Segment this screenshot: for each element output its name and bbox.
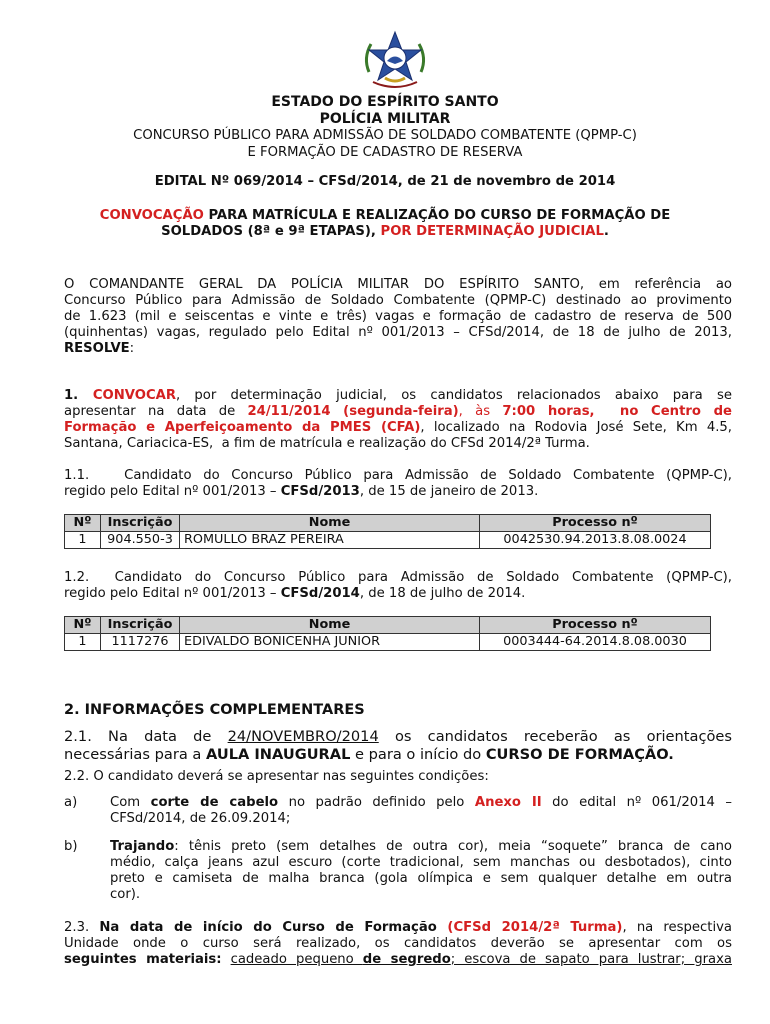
sub11-line2-a: regido pelo Edital nº 001/2013 – [64,484,281,499]
item-b-line3: preto e camiseta de malha branca (gola olímpica e sem qualquer detalhe em outra [110,871,732,886]
annex-ii: Anexo II [474,795,542,810]
section-1-line3-rest: , localizado na Rodovia José Sete, Km 4.5, [420,420,732,435]
edital-number: EDITAL Nº 069/2014 – CFSd/2014, de 21 de novembro de 2014 [154,174,616,189]
table-header-row [65,515,711,532]
subsection-1-2 [64,570,732,602]
presentation-date: 24/11/2014 (segunda-feira) [247,404,459,419]
materials-secret: de segredo [362,952,451,967]
item-b-line2: médio, calça jeans azul escuro (corte tradicional, sem manchas ou desbotados), cinto [110,855,732,870]
item-a-2: no padrão definido pelo [278,795,475,810]
cell-registration: 1117276 [101,634,180,651]
table-row [65,532,711,549]
section-2-title: 2. INFORMAÇÕES COMPLEMENTARES [64,702,365,718]
cell-registration: 904.550-3 [101,532,180,549]
candidates-table-2 [64,616,711,651]
convocation-title-stages: SOLDADOS (8ª e 9ª ETAPAS), [161,224,381,239]
curso-de-formacao: CURSO DE FORMAÇÃO. [485,746,674,763]
header-state: ESTADO DO ESPÍRITO SANTO [271,94,499,110]
judicial-determination: POR DETERMINAÇÃO JUDICIAL [380,224,604,239]
cell-name: EDIVALDO BONICENHA JUNIOR [180,634,480,651]
convocation-title-end: . [603,224,609,239]
subsection-1-1-line1: 1.1. Candidato do Concurso Público para Admissão de Soldado Combatente (QPMP-C), [64,468,732,483]
section-1-line2-c: no Centro de [594,404,733,419]
section-1-line3 [64,420,732,436]
paragraph-2-1-line2 [64,746,732,764]
presentation-time: 7:00 horas, [502,404,595,419]
section-1-line4: Santana, Cariacica-ES, a fim de matrícula e realização do CFSd 2014/2ª Turma. [64,436,590,451]
haircut: corte de cabelo [150,795,279,810]
convocation-title-rest: PARA MATRÍCULA E REALIZAÇÃO DO CURSO DE FORMAÇÃO DE [203,208,671,223]
candidates-table-1 [64,514,711,549]
resolve-word: RESOLVE [64,341,130,356]
cell-number: 1 [65,634,101,651]
convocar-word: CONVOCAR [92,388,176,403]
paragraph-2-3-line2: Unidade onde o curso será realizado, os candidatos deverão se apresentar com os [64,936,732,951]
subsection-1-1-line2 [64,484,732,500]
header-contest-line1: CONCURSO PÚBLICO PARA ADMISSÃO DE SOLDADO COMBATENTE (QPMP-C) [133,128,637,143]
sub12-line2-a: regido pelo Edital nº 001/2013 – [64,586,281,601]
col-header-process: Processo nº [480,617,711,634]
section-1-line2-b: , às [458,404,503,419]
p21-d: e para o início do [350,746,486,763]
item-a-letter: a) [64,795,78,810]
p21-c: necessárias para a [64,746,206,763]
paragraph-2-3-line3 [64,952,732,968]
convocation-word: CONVOCAÇÃO [99,208,204,223]
item-b-text [110,839,732,903]
section-1-line2 [64,404,732,420]
paragraph-2-1 [64,728,732,764]
item-a-line1 [110,795,732,811]
cfsd-turma: (CFSd 2014/2ª Turma) [436,920,623,935]
p23-b: , na respectiva [622,920,732,935]
item-a-1: Com [110,795,151,810]
header-contest-line2: E FORMAÇÃO DE CADASTRO DE RESERVA [247,145,523,160]
col-header-number: Nº [65,617,101,634]
inaugural-date: 24/NOVEMBRO/2014 [227,728,379,745]
course-start-date: Na data de início do Curso de Formação [99,920,437,935]
cell-number: 1 [65,532,101,549]
item-a-text [110,795,732,827]
subsection-1-1 [64,468,732,500]
sub12-cfsd: CFSd/2014 [280,586,360,601]
dressed: Trajando [110,839,175,854]
cell-name: ROMULLO BRAZ PEREIRA [180,532,480,549]
section-1-line2-a: apresentar na data de [64,404,248,419]
p23-a: 2.3. [64,920,100,935]
item-b-1: : tênis preto (sem detalhes de outra cor), meia “soquete” branca de cano [174,839,732,854]
intro-line: de 1.623 (mil e seiscentas e vinte e três) vagas e formação de cadastro de reserva de 500 [64,309,732,324]
subsection-1-2-line1: 1.2. Candidato do Concurso Público para Admissão de Soldado Combatente (QPMP-C), [64,570,732,585]
intro-line: Concurso Público para Admissão de Soldado Combatente (QPMP-C) destinado ao provimento [64,293,732,308]
item-b-line1 [110,839,732,855]
intro-resolve-line [64,341,732,357]
section-1-line1-rest: , por determinação judicial, os candidatos relacionados abaixo para se [175,388,732,403]
item-a-3: do edital nº 061/2014 – [541,795,732,810]
paragraph-2-1-line1 [64,728,732,746]
col-header-process: Processo nº [480,515,711,532]
intro-line: (quinhentas) vagas, regulado pelo Edital nº 001/2013 – CFSd/2014, de 18 de julho de 2013, [64,325,732,340]
col-header-registration: Inscrição [101,515,180,532]
p21-b: os candidatos receberão as orientações [378,728,732,745]
convocation-title-line1 [40,208,730,223]
aula-inaugural: AULA INAUGURAL [206,746,351,763]
sub12-line2-b: , de 18 de julho de 2014. [359,586,526,601]
col-header-registration: Inscrição [101,617,180,634]
item-a-line2: CFSd/2014, de 26.09.2014; [110,811,291,826]
cell-process: 0042530.94.2013.8.08.0024 [480,532,711,549]
section-1-paragraph [64,388,732,452]
col-header-number: Nº [65,515,101,532]
intro-line: O COMANDANTE GERAL DA POLÍCIA MILITAR DO ESPÍRITO SANTO, em referência ao [64,277,732,292]
table-row [65,634,711,651]
subsection-1-2-line2 [64,586,732,602]
sub11-line2-b: , de 15 de janeiro de 2013. [359,484,539,499]
section-1-line1 [64,388,732,404]
p21-a: 2.1. Na data de [64,728,228,745]
col-header-name: Nome [180,515,480,532]
section-1-number: 1. [64,388,93,403]
intro-paragraph [64,277,732,357]
materials-2: ; escova de sapato para lustrar; graxa [450,952,732,967]
cell-process: 0003444-64.2014.8.08.0030 [480,634,711,651]
item-b-letter: b) [64,839,78,854]
table-header-row [65,617,711,634]
header-police: POLÍCIA MILITAR [319,111,451,127]
paragraph-2-2: 2.2. O candidato deverá se apresentar nas seguintes condições: [64,769,489,784]
resolve-colon: : [129,341,135,356]
following-materials: seguintes materiais: [64,952,222,967]
col-header-name: Nome [180,617,480,634]
presentation-place: Formação e Aperfeiçoamento da PMES (CFA) [64,420,421,435]
item-b-line4: cor). [110,887,141,902]
coat-of-arms-icon [361,28,429,94]
paragraph-2-3-line1 [64,920,732,936]
materials-1: cadeado pequeno [230,952,363,967]
sub11-cfsd: CFSd/2013 [280,484,360,499]
paragraph-2-3 [64,920,732,968]
convocation-title-line2 [40,224,730,239]
